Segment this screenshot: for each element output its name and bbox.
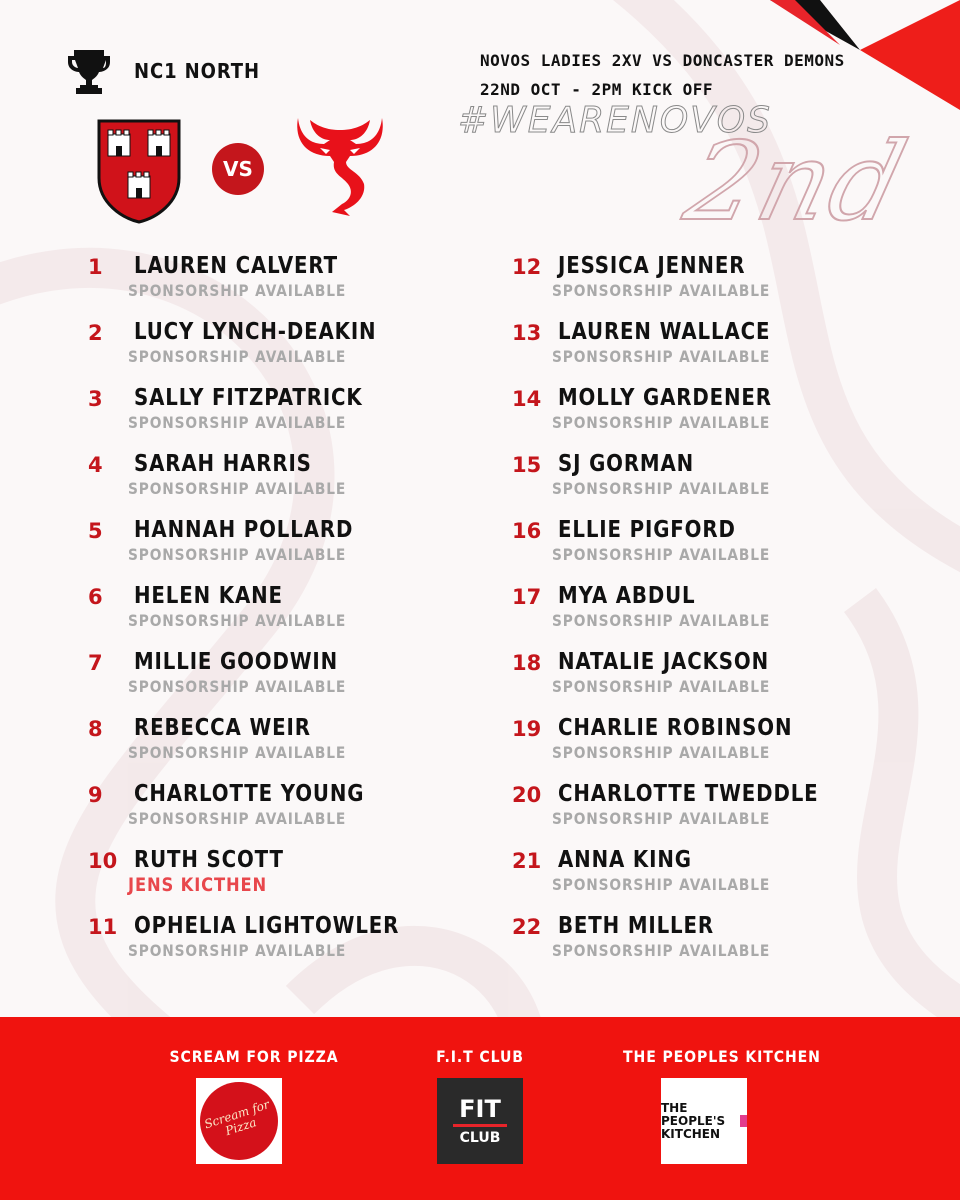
fit-club-logo — [437, 1078, 523, 1164]
player-number: 9 — [88, 783, 103, 807]
player-entry — [88, 778, 468, 844]
player-sponsor: SPONSORSHIP AVAILABLE — [552, 479, 771, 498]
castle-crest-icon — [96, 118, 182, 224]
player-entry — [88, 646, 468, 712]
match-title: NOVOS LADIES 2XV VS DONCASTER DEMONS — [480, 51, 845, 70]
peoples-kitchen-logo — [661, 1078, 747, 1164]
player-name: CHARLOTTE YOUNG — [134, 781, 365, 807]
player-entry — [88, 844, 468, 910]
player-number: 13 — [512, 321, 542, 345]
player-name: MOLLY GARDENER — [558, 385, 772, 411]
player-entry — [88, 580, 468, 646]
player-entry — [88, 382, 468, 448]
player-sponsor: SPONSORSHIP AVAILABLE — [128, 413, 347, 432]
team-label: 2nd — [674, 120, 919, 245]
match-info — [480, 46, 845, 104]
player-name: MYA ABDUL — [558, 583, 696, 609]
player-number: 21 — [512, 849, 542, 873]
player-entry — [512, 844, 892, 910]
fit-logo-top: FIT — [459, 1094, 501, 1123]
player-name: LAUREN CALVERT — [134, 253, 338, 279]
player-entry — [512, 910, 892, 976]
demon-logo-icon — [290, 110, 390, 218]
sponsor-fit-club — [420, 1047, 540, 1164]
player-entry — [512, 382, 892, 448]
player-number: 16 — [512, 519, 542, 543]
sponsor-label: F.I.T CLUB — [436, 1047, 524, 1066]
player-name: LAUREN WALLACE — [558, 319, 771, 345]
player-entry — [512, 448, 892, 514]
player-sponsor: SPONSORSHIP AVAILABLE — [128, 743, 347, 762]
player-sponsor: SPONSORSHIP AVAILABLE — [552, 941, 771, 960]
player-sponsor: SPONSORSHIP AVAILABLE — [128, 347, 347, 366]
kitchen-logo-accent — [740, 1115, 747, 1127]
player-name: HANNAH POLLARD — [134, 517, 354, 543]
player-number: 19 — [512, 717, 542, 741]
player-number: 10 — [88, 849, 118, 873]
player-number: 4 — [88, 453, 103, 477]
player-sponsor: SPONSORSHIP AVAILABLE — [128, 545, 347, 564]
player-sponsor: SPONSORSHIP AVAILABLE — [552, 677, 771, 696]
player-sponsor: SPONSORSHIP AVAILABLE — [552, 545, 771, 564]
player-sponsor: SPONSORSHIP AVAILABLE — [552, 809, 771, 828]
player-number: 20 — [512, 783, 542, 807]
match-time: 22ND OCT - 2PM KICK OFF — [480, 80, 714, 99]
player-name: CHARLIE ROBINSON — [558, 715, 793, 741]
fit-logo-bar — [453, 1124, 507, 1127]
player-number: 12 — [512, 255, 542, 279]
player-name: SALLY FITZPATRICK — [134, 385, 363, 411]
vs-badge: VS — [212, 143, 264, 195]
player-number: 22 — [512, 915, 542, 939]
player-entry — [512, 778, 892, 844]
roster-right — [512, 250, 892, 976]
player-number: 18 — [512, 651, 542, 675]
roster-left — [88, 250, 468, 976]
player-name: REBECCA WEIR — [134, 715, 311, 741]
player-entry — [88, 712, 468, 778]
player-entry — [88, 514, 468, 580]
player-name: HELEN KANE — [134, 583, 283, 609]
player-name: OPHELIA LIGHTOWLER — [134, 913, 400, 939]
player-sponsor: SPONSORSHIP AVAILABLE — [552, 875, 771, 894]
player-sponsor: SPONSORSHIP AVAILABLE — [128, 479, 347, 498]
player-sponsor: SPONSORSHIP AVAILABLE — [552, 413, 771, 432]
player-entry — [512, 250, 892, 316]
player-name: SJ GORMAN — [558, 451, 695, 477]
player-name: ANNA KING — [558, 847, 692, 873]
player-number: 7 — [88, 651, 103, 675]
player-number: 8 — [88, 717, 103, 741]
player-entry — [512, 580, 892, 646]
player-sponsor-highlight: JENS KICTHEN — [128, 874, 268, 896]
scream-for-pizza-logo — [196, 1078, 282, 1164]
player-name: JESSICA JENNER — [558, 253, 746, 279]
player-sponsor: SPONSORSHIP AVAILABLE — [128, 281, 347, 300]
sponsor-label: SCREAM FOR PIZZA — [169, 1047, 339, 1066]
player-entry — [512, 316, 892, 382]
sponsor-scream-for-pizza — [160, 1047, 339, 1164]
pizza-logo-text: Scream for Pizza — [202, 1097, 272, 1139]
sponsor-label: THE PEOPLES KITCHEN — [623, 1047, 821, 1066]
trophy-icon — [68, 48, 110, 94]
kitchen-logo-text: THE PEOPLE'S KITCHEN — [661, 1100, 726, 1141]
player-name: SARAH HARRIS — [134, 451, 312, 477]
player-name: MILLIE GOODWIN — [134, 649, 339, 675]
sponsor-peoples-kitchen — [612, 1047, 821, 1164]
player-sponsor: SPONSORSHIP AVAILABLE — [552, 347, 771, 366]
sponsor-footer — [0, 1017, 960, 1200]
league-header — [68, 48, 274, 94]
player-sponsor: SPONSORSHIP AVAILABLE — [128, 611, 347, 630]
player-entry — [512, 646, 892, 712]
player-sponsor: SPONSORSHIP AVAILABLE — [552, 611, 771, 630]
player-entry — [88, 448, 468, 514]
player-number: 5 — [88, 519, 103, 543]
player-number: 15 — [512, 453, 542, 477]
hashtag: #WEARENOVOS — [458, 100, 772, 141]
player-number: 3 — [88, 387, 103, 411]
player-entry — [512, 712, 892, 778]
player-entry — [512, 514, 892, 580]
player-number: 1 — [88, 255, 103, 279]
player-name: BETH MILLER — [558, 913, 714, 939]
player-number: 2 — [88, 321, 103, 345]
player-name: ELLIE PIGFORD — [558, 517, 736, 543]
player-number: 11 — [88, 915, 118, 939]
player-sponsor: SPONSORSHIP AVAILABLE — [128, 941, 347, 960]
fit-logo-bottom: CLUB — [459, 1129, 501, 1146]
player-name: CHARLOTTE TWEDDLE — [558, 781, 819, 807]
player-number: 17 — [512, 585, 542, 609]
player-name: NATALIE JACKSON — [558, 649, 769, 675]
player-sponsor: SPONSORSHIP AVAILABLE — [552, 281, 771, 300]
player-name: LUCY LYNCH-DEAKIN — [134, 319, 377, 345]
league-name: NC1 NORTH — [134, 59, 260, 83]
player-entry — [88, 910, 468, 976]
player-sponsor: SPONSORSHIP AVAILABLE — [552, 743, 771, 762]
player-entry — [88, 316, 468, 382]
pizza-logo-circle — [200, 1082, 278, 1160]
player-name: RUTH SCOTT — [134, 847, 284, 873]
player-sponsor: SPONSORSHIP AVAILABLE — [128, 809, 347, 828]
player-number: 6 — [88, 585, 103, 609]
player-sponsor: SPONSORSHIP AVAILABLE — [128, 677, 347, 696]
player-entry — [88, 250, 468, 316]
player-number: 14 — [512, 387, 542, 411]
